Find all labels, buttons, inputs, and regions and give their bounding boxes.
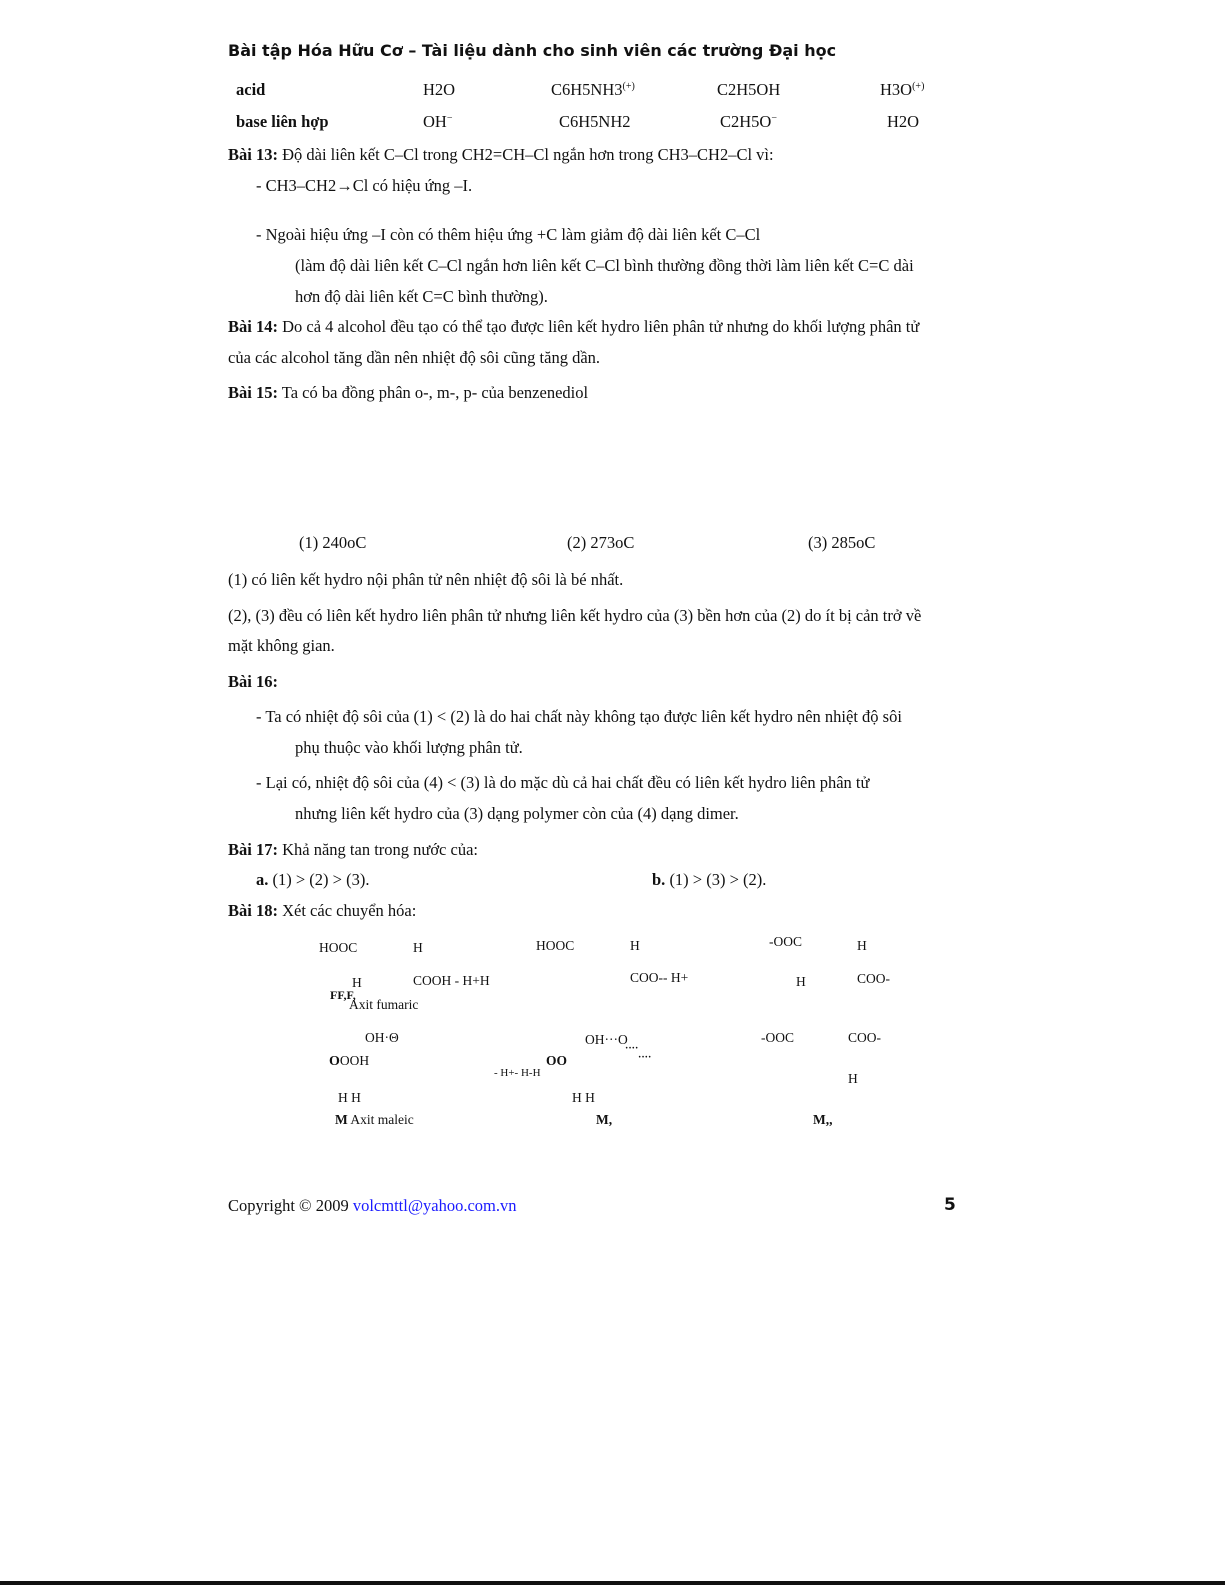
table-acid-label: acid: [236, 80, 266, 99]
bai13-item-1: - CH3–CH2→Cl có hiệu ứng –I.: [256, 176, 473, 195]
bai15-explain-3: mặt không gian.: [228, 636, 335, 655]
fumarate2-coo: COO-: [857, 971, 890, 986]
page-number: 5: [944, 1195, 956, 1215]
footer-email-link[interactable]: volcmttl@yahoo.com.vn: [352, 1196, 517, 1215]
table-base-3: C2H5O−: [720, 112, 777, 131]
bai17-b: b. (1) > (3) > (2).: [652, 870, 767, 889]
maleic-arrow-label: - H+- H-H: [494, 1067, 541, 1079]
table-acid-4: H3O(+): [880, 80, 925, 99]
bai15-line: Bài 15: Ta có ba đồng phân o-, m-, p- của benzenediol: [228, 383, 589, 402]
maleate1-dots-2: ····: [638, 1052, 652, 1063]
bai15-explain-2: (2), (3) đều có liên kết hydro liên phân tử nhưng liên kết hydro của (3) bền hơn của (2) do ít bị cản trở về: [228, 606, 922, 625]
bai13-item-2-cont1: (làm độ dài liên kết C–Cl ngắn hơn liên kết C–Cl bình thường đồng thời làm liên kết C=C dài: [295, 256, 914, 275]
fumarate2-h-bottom: H: [796, 974, 806, 989]
table-acid-3: C2H5OH: [717, 80, 781, 99]
bai14-line-1: Bài 14: Do cả 4 alcohol đều tạo có thể tạo được liên kết hydro liên phân tử nhưng do khối lượng phân tử: [228, 317, 920, 336]
maleic-oh: OH·Θ: [365, 1030, 399, 1045]
maleate2-label: M,,: [813, 1112, 833, 1127]
page-bottom-edge: [0, 1581, 1225, 1585]
fumarate1-h: H: [630, 938, 640, 953]
bai16-label: Bài 16:: [228, 672, 278, 691]
maleate1-label: M,: [596, 1112, 613, 1127]
bai15-bp-1: (1) 240oC: [299, 533, 367, 552]
maleate1-hh: H H: [572, 1090, 595, 1105]
fumarate2-ooc: -OOC: [769, 934, 802, 949]
table-base-label: base liên hợp: [236, 112, 329, 131]
fumarate1-hooc: HOOC: [536, 938, 575, 953]
maleic-hh: H H: [338, 1090, 361, 1105]
fumarate2-h-top: H: [857, 938, 867, 953]
maleic-ooh: OOOH: [329, 1053, 370, 1069]
maleate1-dots-1: ····: [625, 1043, 639, 1054]
footer-copyright: Copyright © 2009 volcmttl@yahoo.com.vn: [228, 1196, 517, 1215]
bai17-a: a. (1) > (2) > (3).: [256, 870, 370, 889]
bai15-bp-2: (2) 273oC: [567, 533, 635, 552]
bai13-line: Bài 13: Độ dài liên kết C–Cl trong CH2=CH–Cl ngắn hơn trong CH3–CH2–Cl vì:: [228, 145, 774, 164]
bai18-line: Bài 18: Xét các chuyển hóa:: [228, 901, 417, 920]
bai16-item-2-cont: nhưng liên kết hydro của (3) dạng polymer còn của (4) dạng dimer.: [295, 804, 739, 823]
maleic-label: M Axit maleic: [335, 1112, 414, 1127]
bai15-bp-3: (3) 285oC: [808, 533, 876, 552]
bai16-item-2: - Lại có, nhiệt độ sôi của (4) < (3) là do mặc dù cả hai chất đều có liên kết hydro liên phân tử: [256, 773, 870, 792]
maleate1-oh: OH···O: [585, 1032, 628, 1047]
table-base-4: H2O: [887, 112, 920, 131]
fumaric-ff: FF,F,: [330, 988, 356, 1002]
fumaric-h-bottom: H: [352, 975, 362, 990]
bai13-item-2-cont2: hơn độ dài liên kết C=C bình thường).: [295, 287, 548, 306]
table-base-2: C6H5NH2: [559, 112, 631, 131]
fumarate1-coo: COO-- H+: [630, 970, 689, 985]
fumaric-hooc: HOOC: [319, 940, 358, 955]
bai15-explain-1: (1) có liên kết hydro nội phân tử nên nhiệt độ sôi là bé nhất.: [228, 570, 624, 589]
maleate1-oo: OO: [546, 1053, 568, 1068]
bai16-item-1-cont: phụ thuộc vào khối lượng phân tử.: [295, 738, 523, 757]
fumaric-cooh: COOH - H+H: [413, 973, 490, 988]
table-acid-1: H2O: [423, 80, 456, 99]
maleate2-ooc: -OOC: [761, 1030, 794, 1045]
bai14-line-2: của các alcohol tăng dần nên nhiệt độ sôi cũng tăng dần.: [228, 348, 601, 367]
bai13-item-2: - Ngoài hiệu ứng –I còn có thêm hiệu ứng +C làm giảm độ dài liên kết C–Cl: [256, 225, 761, 244]
page-header: Bài tập Hóa Hữu Cơ – Tài liệu dành cho sinh viên các trường Đại học: [228, 41, 837, 60]
maleate2-h: H: [848, 1071, 858, 1086]
fumaric-h-top: H: [413, 940, 423, 955]
maleate2-coo: COO-: [848, 1030, 881, 1045]
table-base-1: OH−: [423, 112, 453, 131]
fumaric-name: Axit fumaric: [349, 997, 419, 1012]
bai16-item-1: - Ta có nhiệt độ sôi của (1) < (2) là do hai chất này không tạo được liên kết hydro nên nhiệt độ sôi: [256, 707, 902, 726]
bai17-line: Bài 17: Khả năng tan trong nước của:: [228, 840, 478, 859]
table-acid-2: C6H5NH3(+): [551, 80, 635, 99]
